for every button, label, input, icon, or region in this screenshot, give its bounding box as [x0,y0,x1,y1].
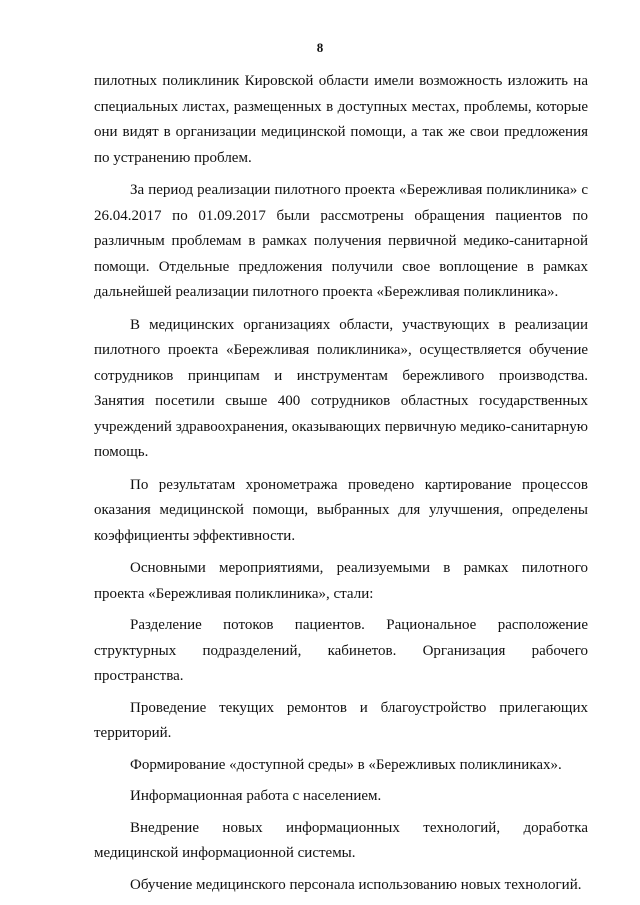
paragraph-process-mapping: По результатам хронометража проведено картирование процессов оказания медицинской помощи, выбранных для улучшения, определены коэффициенты эффективности. [94,476,588,544]
paragraph-main-activities-intro: Основными мероприятиями, реализуемыми в рамках пилотного проекта «Бережливая поликлиника», стали: [94,560,588,602]
paragraph-repairs: Проведение текущих ремонтов и благоустройство прилегающих территорий. [94,699,588,741]
paragraph-public-information: Информационная работа с населением. [130,788,382,804]
paragraph-accessible-environment: Формирование «доступной среды» в «Бережливых поликлиниках». [130,756,562,773]
paragraph-it-implementation: Внедрение новых информационных технологий, доработка медицинской информационной системы. [94,819,588,861]
page-number: 8 [316,40,324,55]
paragraph-feedback-sheets: пилотных поликлиник Кировской области имели возможность изложить на специальных листах, размещенных в доступных местах, проблемы, которые они видят в организации медицинской помощи, а так же свои предложения по устранению проблем. [94,73,588,166]
paragraph-patient-appeals: За период реализации пилотного проекта «Бережливая поликлиника» с 26.04.2017 по 01.09.2017 были рассмотрены обращения пациентов по различным проблемам в рамках получения первичной медико-санитарной помощи. Отдельные предложения получили свое воплощение в рамках дальнейшей реализации пилотного проекта «Бережливая поликлиника». [94,182,588,300]
document-body [94,69,588,898]
paragraph-patient-flow: Разделение потоков пациентов. Рациональное расположение структурных подразделений, кабинетов. Организация рабочего пространства. [94,617,588,684]
paragraph-personnel-training: Обучение медицинского персонала использованию новых технологий. [130,876,582,893]
paragraph-staff-training: В медицинских организациях области, участвующих в реализации пилотного проекта «Бережливая поликлиника», осуществляется обучение сотрудников принципам и инструментам бережливого производства. Занятия посетили свыше 400 сотрудников областных государственных учреждений здравоохранения, оказывающих первичную медико-санитарную помощь. [94,316,588,460]
